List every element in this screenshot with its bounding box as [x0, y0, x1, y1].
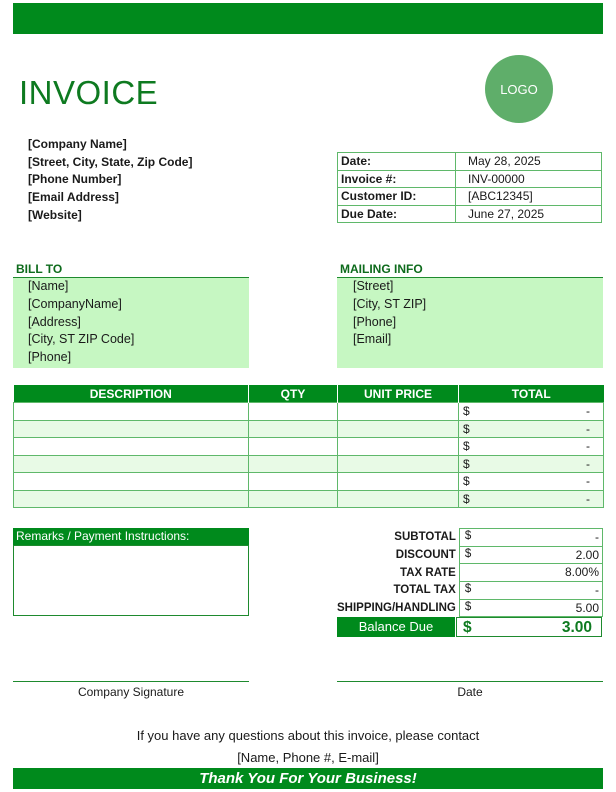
subtotal-amount: -	[595, 530, 599, 544]
table-row	[14, 490, 604, 508]
item-qty[interactable]	[249, 455, 338, 473]
total-tax-amount: -	[595, 583, 599, 598]
thank-you-banner: Thank You For Your Business!	[13, 768, 603, 789]
currency-symbol: $	[463, 491, 470, 506]
item-qty[interactable]	[249, 403, 338, 421]
meta-row-invoice-number	[338, 170, 602, 188]
subtotal-value	[459, 529, 602, 547]
signature-date-label: Date	[457, 685, 483, 699]
company-address[interactable]: [Street, City, State, Zip Code]	[28, 154, 193, 169]
total-tax-value	[459, 582, 602, 600]
column-header-unit-price: UNIT PRICE	[338, 385, 459, 403]
currency-symbol: $	[463, 456, 470, 471]
company-phone[interactable]: [Phone Number]	[28, 172, 122, 187]
item-total-value: -	[586, 439, 590, 453]
item-qty[interactable]	[249, 420, 338, 438]
table-row	[14, 473, 604, 491]
tax-rate-value[interactable]	[459, 564, 602, 582]
meta-row-due-date	[338, 205, 602, 223]
currency-symbol: $	[463, 474, 470, 488]
totals-label: SUBTOTAL	[394, 531, 456, 544]
signature-line[interactable]	[13, 681, 249, 682]
item-description[interactable]	[14, 403, 249, 421]
item-unit-price[interactable]	[338, 490, 459, 508]
date-line[interactable]	[337, 681, 603, 682]
discount-amount[interactable]: 2.00	[575, 547, 599, 562]
totals-row-shipping	[337, 599, 603, 617]
line-items-header	[14, 385, 604, 403]
item-description[interactable]	[14, 420, 249, 438]
item-total-value: -	[586, 456, 590, 471]
contact-info[interactable]: [Name, Phone #, E-mail]	[237, 750, 379, 765]
currency-symbol: $	[464, 530, 472, 542]
invoice-title: INVOICE	[19, 74, 159, 111]
mailing-info-title: MAILING INFO	[340, 262, 423, 276]
item-total	[459, 473, 604, 491]
item-qty[interactable]	[249, 473, 338, 491]
contact-line: If you have any questions about this invoice, please contact	[136, 728, 480, 743]
item-total	[459, 490, 604, 508]
currency-symbol: $	[463, 619, 472, 636]
item-total-value: -	[586, 421, 590, 436]
item-unit-price[interactable]	[338, 473, 459, 491]
item-unit-price[interactable]	[338, 455, 459, 473]
column-header-description: DESCRIPTION	[14, 385, 249, 403]
totals-row-subtotal	[337, 529, 603, 547]
totals-label: DISCOUNT	[395, 549, 456, 562]
meta-value-date[interactable]: May 28, 2025	[456, 153, 602, 171]
bill-to-box	[13, 278, 249, 368]
currency-symbol: $	[463, 421, 470, 436]
item-description[interactable]	[14, 490, 249, 508]
company-signature-label: Company Signature	[77, 685, 185, 699]
meta-label: Due Date:	[338, 205, 456, 223]
item-description[interactable]	[14, 473, 249, 491]
meta-value-invoice-number[interactable]: INV-00000	[456, 170, 602, 188]
totals-row-discount	[337, 546, 603, 564]
column-header-total: TOTAL	[459, 385, 604, 403]
balance-due-amount: 3.00	[561, 619, 592, 636]
totals-label: TOTAL TAX	[393, 584, 456, 597]
table-row	[14, 420, 604, 438]
invoice-meta-table	[337, 152, 602, 223]
item-total	[459, 403, 604, 421]
table-row	[14, 455, 604, 473]
item-total-value: -	[586, 491, 590, 506]
currency-symbol: $	[463, 439, 470, 453]
totals-row-tax-rate	[337, 564, 603, 582]
meta-label: Customer ID:	[338, 188, 456, 206]
meta-value-due-date[interactable]: June 27, 2025	[456, 205, 602, 223]
bill-to-city[interactable]: [City, ST ZIP Code]	[28, 332, 135, 347]
totals-label: SHIPPING/HANDLING	[337, 602, 456, 615]
company-info	[28, 136, 192, 225]
item-description[interactable]	[14, 455, 249, 473]
item-unit-price[interactable]	[338, 438, 459, 456]
table-row	[14, 403, 604, 421]
mailing-email[interactable]: [Email]	[353, 332, 392, 347]
currency-symbol: $	[464, 583, 472, 596]
item-total-value: -	[586, 404, 590, 418]
meta-label: Date:	[338, 153, 456, 171]
bill-to-name[interactable]: [Name]	[28, 279, 69, 293]
balance-due-value	[456, 617, 602, 637]
remarks-header	[13, 528, 249, 545]
meta-label: Invoice #:	[338, 170, 456, 188]
currency-symbol: $	[464, 547, 472, 560]
totals-label: TAX RATE	[400, 566, 456, 579]
meta-value-customer-id[interactable]: [ABC12345]	[456, 188, 602, 206]
shipping-amount[interactable]: 5.00	[575, 600, 599, 615]
bill-to-phone[interactable]: [Phone]	[28, 350, 72, 365]
bill-to-address[interactable]: [Address]	[28, 314, 81, 329]
column-header-qty: QTY	[249, 385, 338, 403]
balance-due	[337, 617, 602, 637]
item-description[interactable]	[14, 438, 249, 456]
tax-rate-amount[interactable]: 8.00%	[564, 565, 599, 580]
company-website[interactable]: [Website]	[28, 207, 82, 222]
item-unit-price[interactable]	[338, 420, 459, 438]
meta-row-customer-id	[338, 188, 602, 206]
totals-row-total-tax	[337, 582, 603, 600]
balance-due-label: Balance Due	[337, 617, 455, 637]
item-total-value: -	[586, 474, 590, 488]
remarks-input[interactable]	[13, 545, 249, 616]
currency-symbol: $	[463, 404, 470, 418]
company-email[interactable]: [Email Address]	[28, 190, 119, 205]
discount-value[interactable]	[459, 546, 602, 564]
company-name[interactable]: [Company Name]	[28, 137, 127, 151]
mailing-city[interactable]: [City, ST ZIP]	[353, 296, 427, 311]
item-total	[459, 438, 604, 456]
mailing-phone[interactable]: [Phone]	[353, 314, 397, 329]
mailing-street[interactable]: [Street]	[353, 279, 394, 293]
currency-symbol: $	[464, 600, 472, 613]
line-items-table	[13, 385, 604, 508]
mailing-info-box	[337, 278, 603, 368]
shipping-value[interactable]	[459, 599, 602, 617]
item-qty[interactable]	[249, 490, 338, 508]
logo-placeholder: LOGO	[485, 55, 553, 123]
bill-to-company[interactable]: [CompanyName]	[28, 296, 122, 311]
header-bar	[13, 3, 603, 34]
remarks-title: Remarks / Payment Instructions:	[16, 529, 190, 543]
item-total	[459, 455, 604, 473]
meta-row-date	[338, 153, 602, 171]
bill-to-title: BILL TO	[16, 262, 63, 276]
item-qty[interactable]	[249, 438, 338, 456]
item-total	[459, 420, 604, 438]
item-unit-price[interactable]	[338, 403, 459, 421]
totals-table	[337, 528, 603, 617]
table-row	[14, 438, 604, 456]
